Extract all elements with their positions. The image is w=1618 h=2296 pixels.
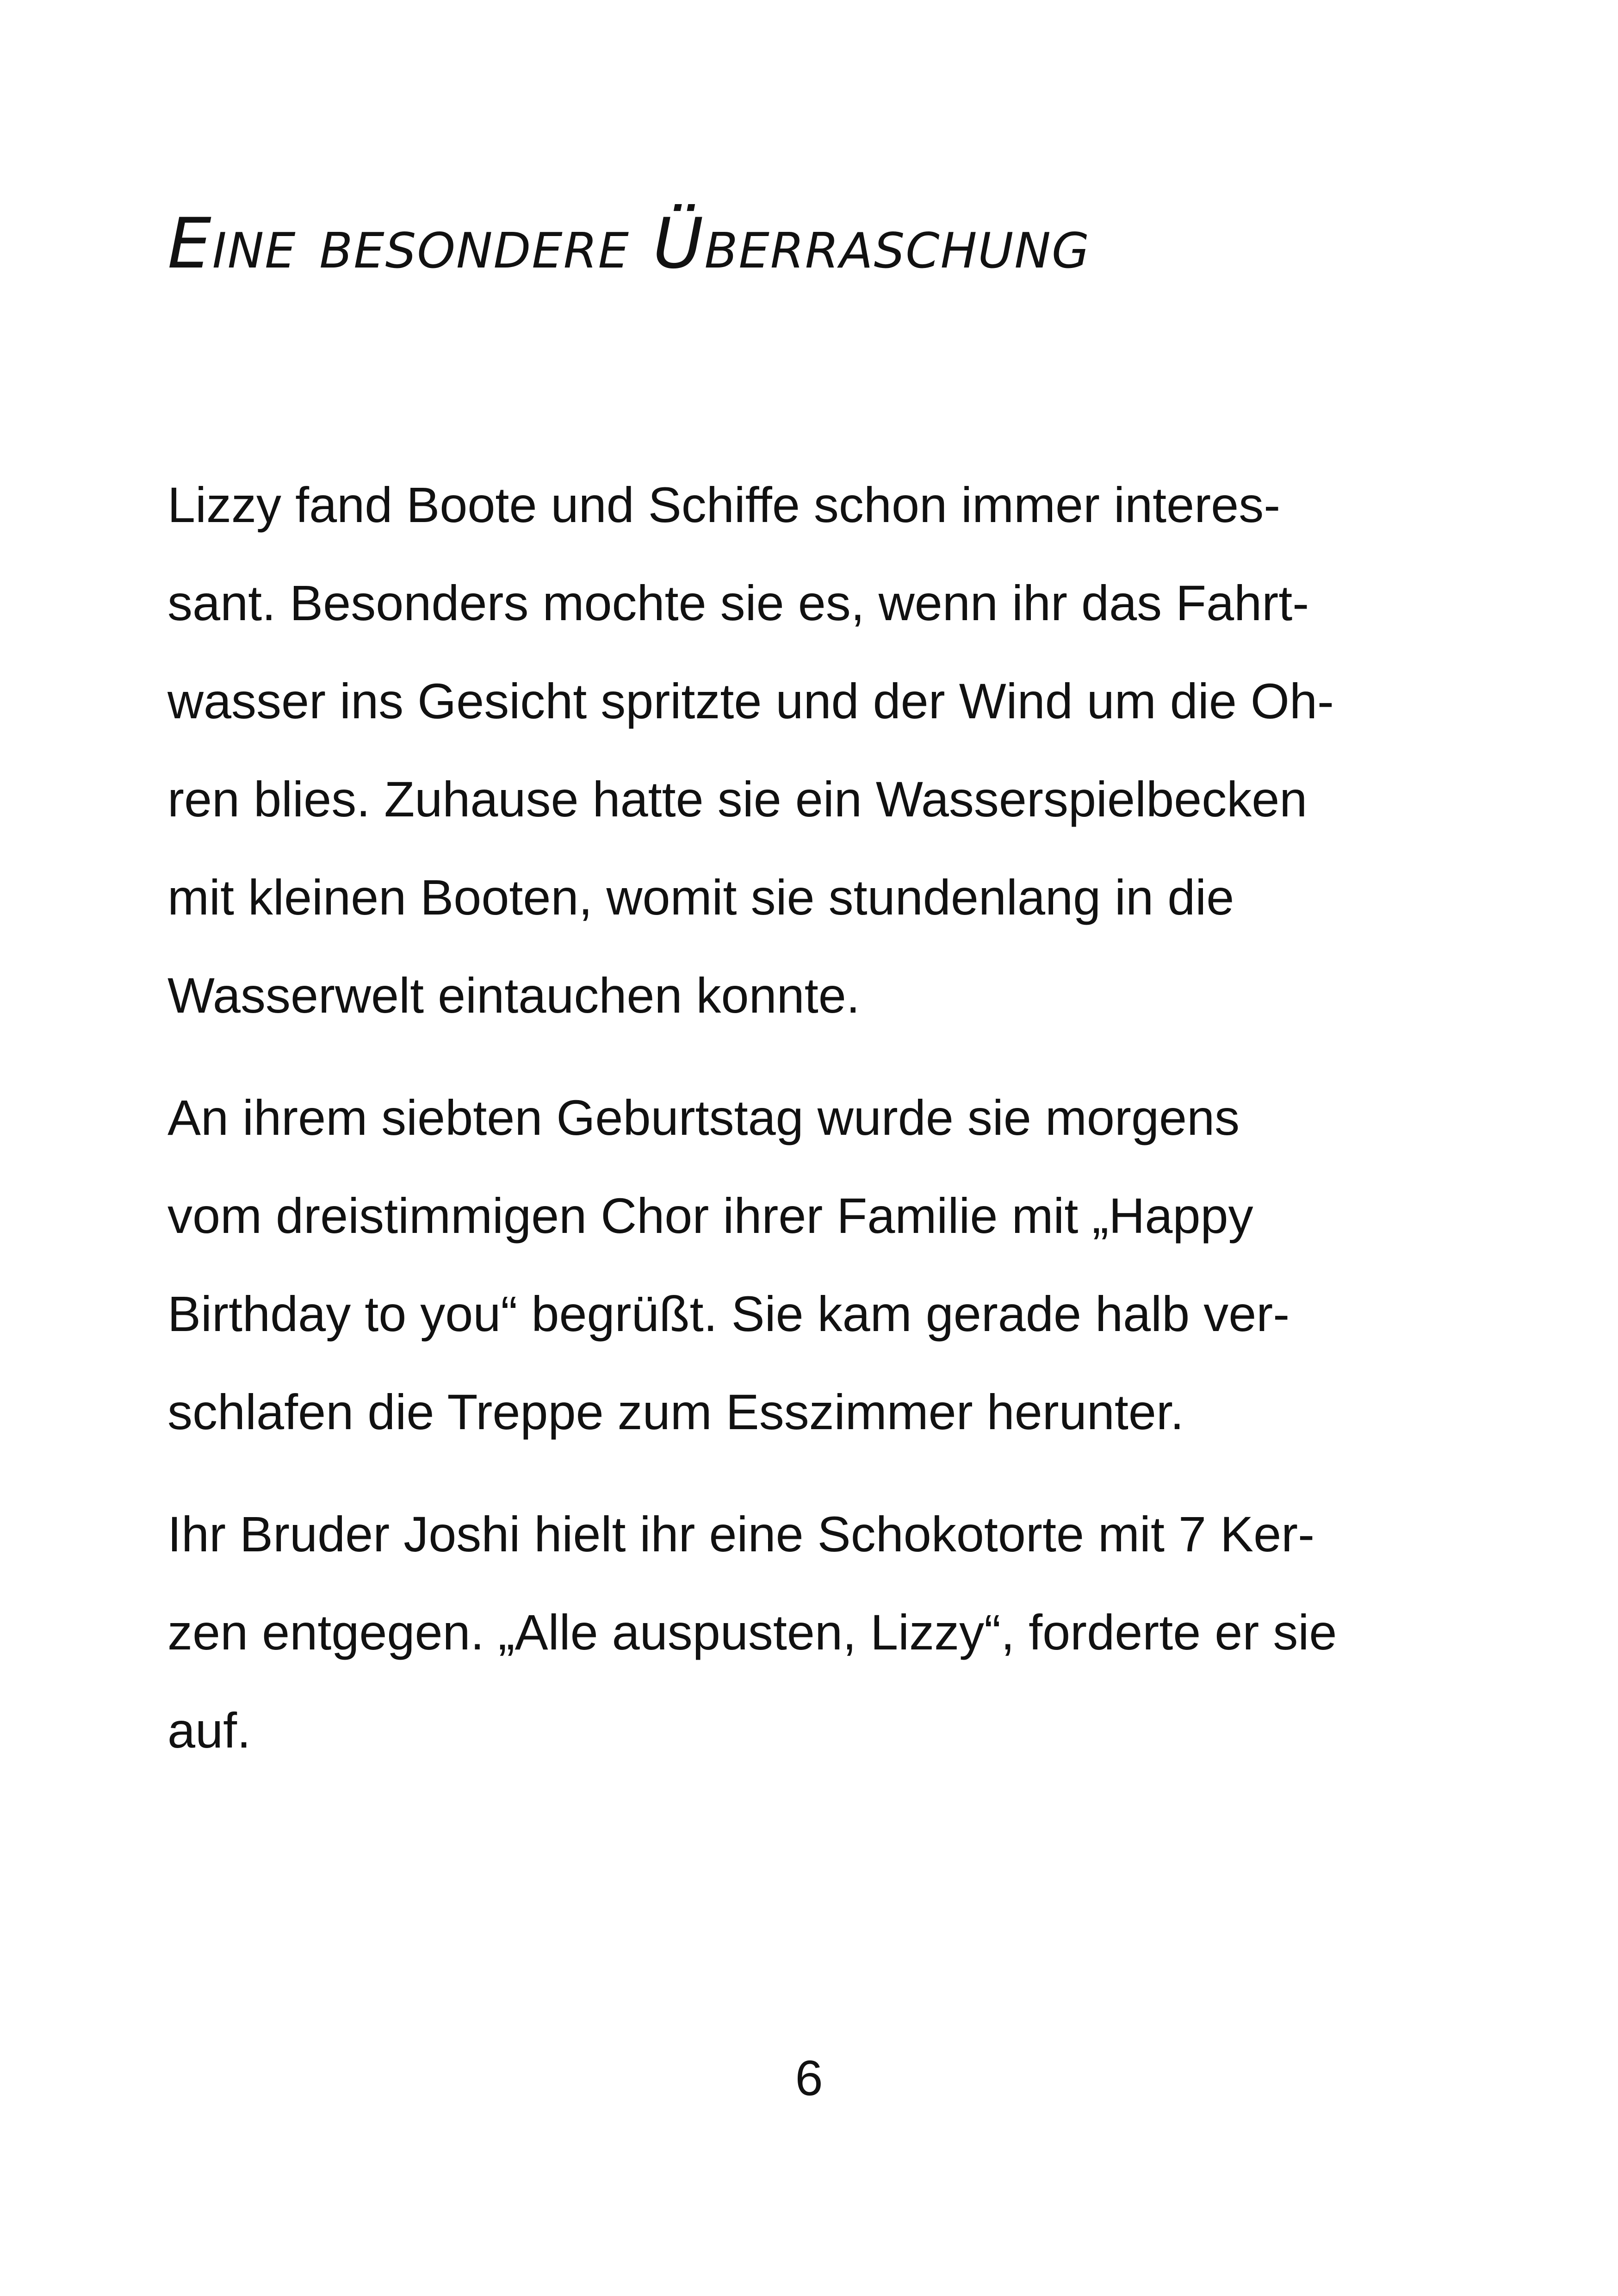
text-line: Ihr Bruder Joshi hielt ihr eine Schokotorte mit 7 Ker-	[167, 1506, 1315, 1562]
page-number: 6	[795, 2050, 823, 2106]
chapter-title	[167, 204, 1091, 284]
text-line: Birthday to you“ begrüßt. Sie kam gerade halb ver-	[167, 1286, 1290, 1342]
text-line: An ihrem siebten Geburtstag wurde sie morgens	[167, 1089, 1240, 1145]
text-line: vom dreistimmigen Chor ihrer Familie mit „Happy	[167, 1188, 1253, 1244]
text-line: zen entgegen. „Alle auspusten, Lizzy“, forderte er sie	[167, 1604, 1337, 1660]
paragraph-1	[167, 456, 1556, 1045]
chapter-title-text: Eine besondere Überraschung	[167, 204, 1091, 284]
paragraph-2	[167, 1069, 1556, 1461]
story-text	[167, 456, 1556, 1804]
text-line: schlafen die Treppe zum Esszimmer herunter.	[167, 1384, 1184, 1440]
text-line: sant. Besonders mochte sie es, wenn ihr das Fahrt-	[167, 575, 1309, 631]
text-line: ren blies. Zuhause hatte sie ein Wasserspielbecken	[167, 771, 1308, 827]
paragraph-3	[167, 1485, 1556, 1780]
text-line: auf.	[167, 1702, 251, 1758]
text-line: Wasserwelt eintauchen konnte.	[167, 967, 860, 1023]
text-line: wasser ins Gesicht spritzte und der Wind um die Oh-	[167, 673, 1334, 729]
text-line: mit kleinen Booten, womit sie stundenlang in die	[167, 869, 1234, 925]
text-line: Lizzy fand Boote und Schiffe schon immer interes-	[167, 477, 1281, 533]
